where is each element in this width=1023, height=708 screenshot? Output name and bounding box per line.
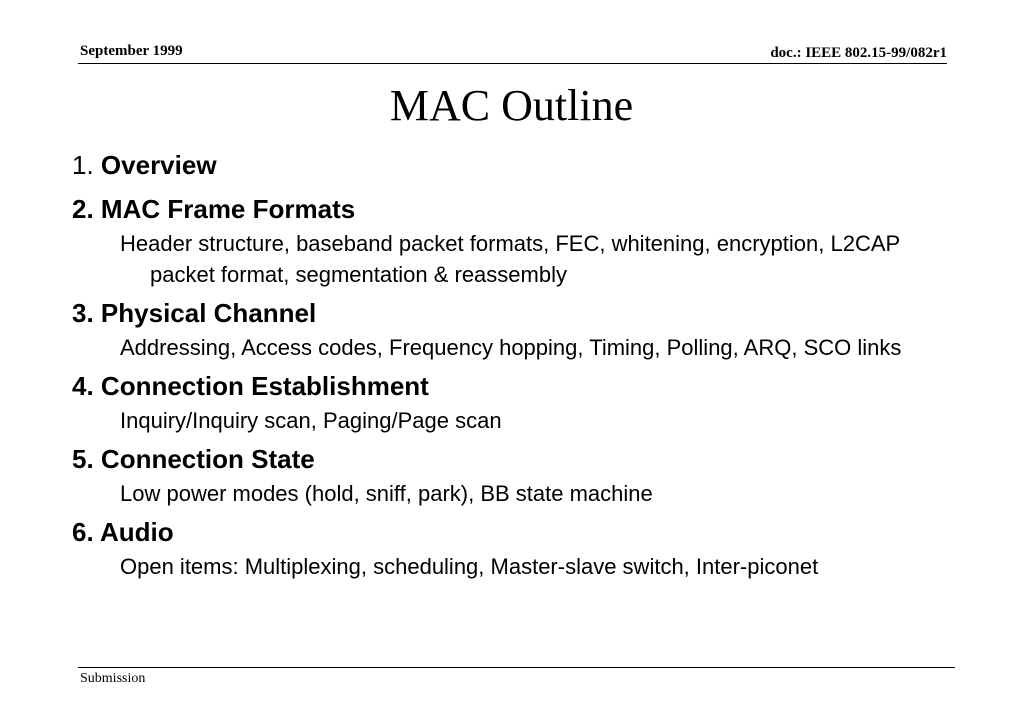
header-doc-id: doc.: IEEE 802.15-99/082r1 (770, 45, 947, 61)
outline-heading (72, 369, 972, 403)
outline-item-connection-state (72, 442, 972, 509)
outline-heading (72, 296, 972, 330)
footer-divider (78, 667, 955, 668)
outline-heading (72, 442, 972, 476)
outline-title: Audio (99, 517, 174, 547)
outline-detail: Low power modes (hold, sniff, park), BB state machine (120, 481, 653, 506)
outline-title: MAC Frame Formats (100, 194, 356, 224)
outline-number: 1. (72, 150, 94, 180)
outline-number: 5. (72, 444, 94, 474)
outline-item-overview (72, 148, 972, 182)
outline-title: Connection State (100, 444, 315, 474)
outline-title: Overview (100, 150, 217, 180)
outline-title: Connection Establishment (100, 371, 429, 401)
outline-heading (72, 515, 972, 549)
header-date: September 1999 (80, 43, 183, 59)
outline-detail: Inquiry/Inquiry scan, Paging/Page scan (120, 408, 502, 433)
outline-heading (72, 148, 972, 182)
outline-number: 2. (72, 194, 94, 224)
outline-number: 6. (72, 517, 94, 547)
footer-label: Submission (80, 671, 146, 686)
outline-detail: Addressing, Access codes, Frequency hopping, Timing, Polling, ARQ, SCO links (120, 335, 902, 360)
outline-detail: Open items: Multiplexing, scheduling, Master-slave switch, Inter-piconet (120, 554, 819, 579)
outline-item-mac-frame-formats (72, 192, 972, 290)
outline-number: 3. (72, 298, 94, 328)
outline-item-physical-channel (72, 296, 972, 363)
outline-number: 4. (72, 371, 94, 401)
outline-list (72, 148, 972, 588)
outline-item-audio (72, 515, 972, 582)
slide-title: MAC Outline (389, 81, 634, 130)
outline-title: Physical Channel (100, 298, 317, 328)
outline-heading (72, 192, 972, 226)
outline-detail: Header structure, baseband packet formats, FEC, whitening, encryption, L2CAP packet format, segmentation & reassembly (120, 231, 900, 287)
outline-item-connection-establishment (72, 369, 972, 436)
header-divider (78, 63, 947, 64)
